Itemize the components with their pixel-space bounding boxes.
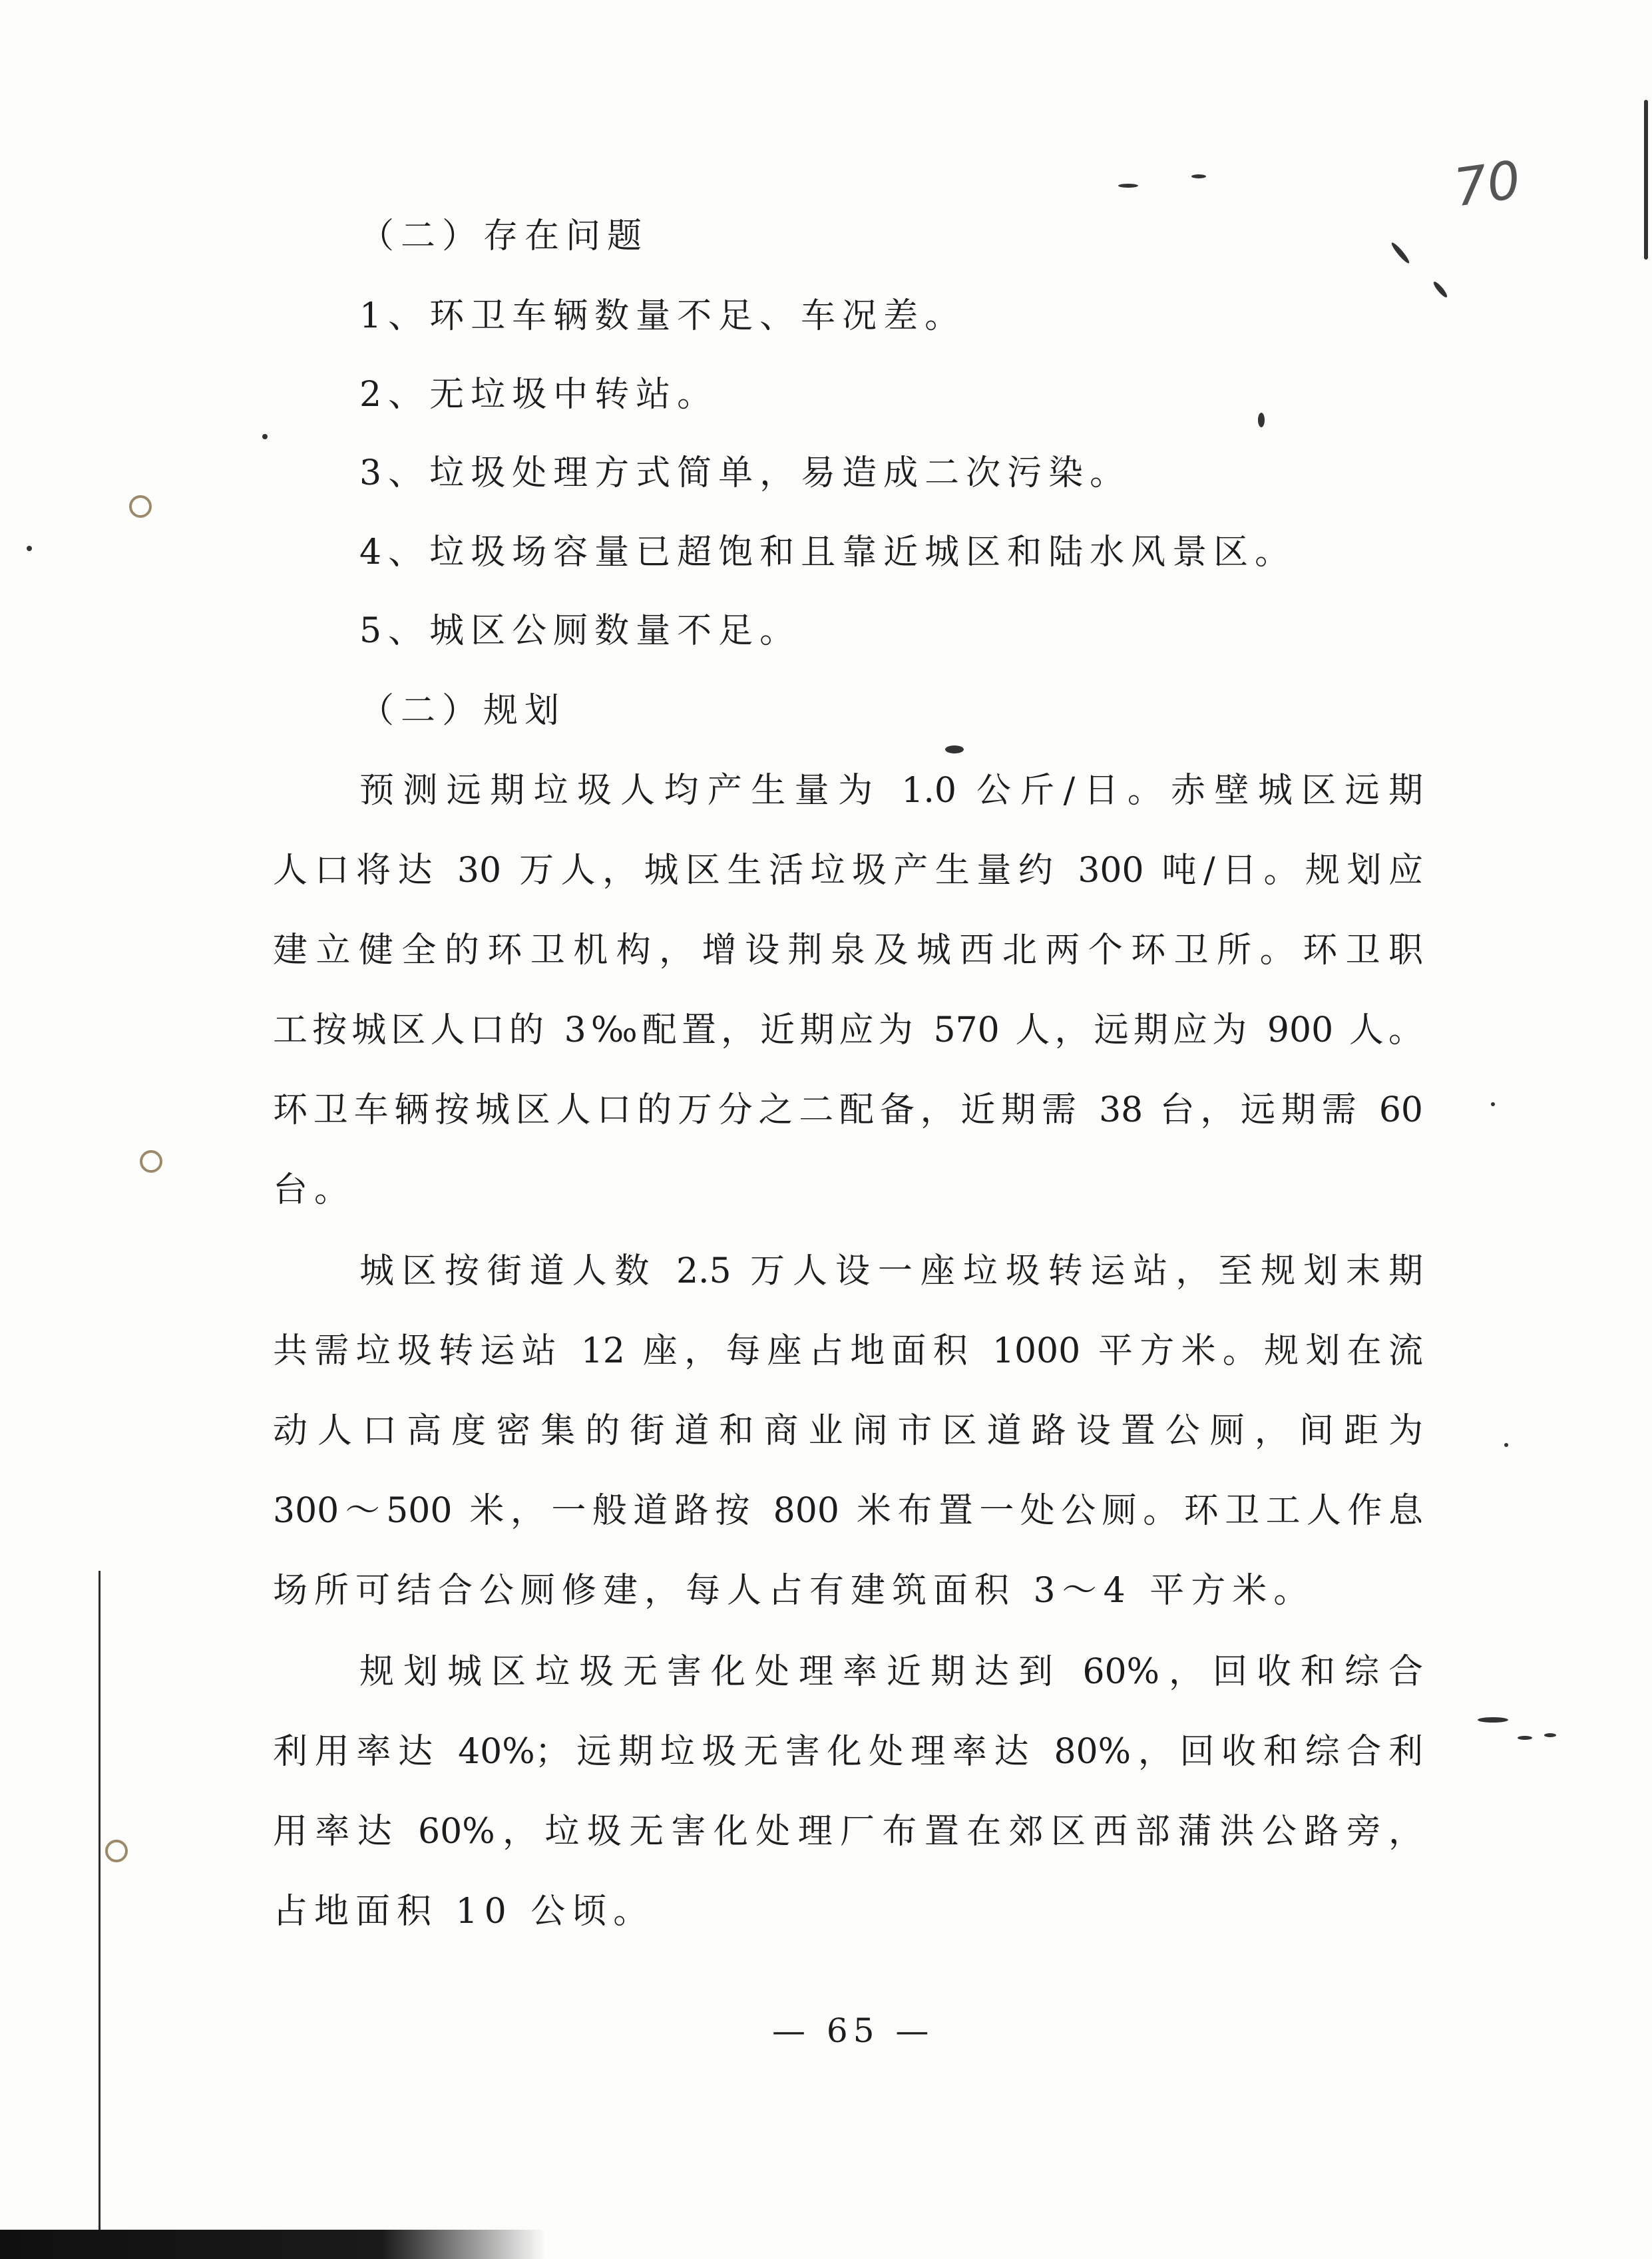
paragraph-2-line-1: 城区按街道人数 2.5 万人设一座垃圾转运站，至规划末期	[359, 1251, 1423, 1291]
problem-item-5: 5、城区公厕数量不足。	[359, 611, 801, 651]
paragraph-3-line-4: 占地面积 10 公顷。	[273, 1892, 655, 1932]
scan-speck	[1491, 1102, 1495, 1106]
page-number: — 65 —	[772, 2011, 934, 2050]
scan-speck	[1191, 174, 1206, 178]
binding-margin-line	[99, 1571, 101, 2259]
paragraph-2-line-3: 动人口高度密集的街道和商业闹市区道路设置公厕，间距为	[273, 1411, 1423, 1451]
scan-speck	[1644, 100, 1648, 260]
scan-speck	[1118, 184, 1138, 188]
paragraph-1-line-6: 台。	[273, 1170, 356, 1210]
scan-speck	[1478, 1717, 1508, 1723]
scan-speck	[27, 546, 32, 551]
punch-hole	[140, 1150, 162, 1173]
paragraph-2-line-5: 场所可结合公厕修建，每人占有建筑面积 3～4 平方米。	[273, 1571, 1315, 1611]
paragraph-3-line-2: 利用率达 40%；远期垃圾无害化处理率达 80%，回收和综合利	[273, 1732, 1423, 1772]
punch-hole	[105, 1840, 128, 1862]
paragraph-2-line-4: 300～500 米，一般道路按 800 米布置一处公厕。环卫工人作息	[273, 1491, 1423, 1531]
problem-item-4: 4、垃圾场容量已超饱和且靠近城区和陆水风景区。	[359, 532, 1297, 572]
scan-speck	[1518, 1736, 1532, 1740]
scan-speck	[1258, 413, 1265, 427]
scan-speck	[1432, 280, 1448, 299]
paragraph-1-line-4: 工按城区人口的 3‰配置，近期应为 570 人，远期应为 900 人。	[273, 1010, 1423, 1050]
scan-speck	[1390, 241, 1411, 265]
problem-item-3: 3、垃圾处理方式简单，易造成二次污染。	[359, 453, 1132, 493]
paragraph-1-line-3: 建立健全的环卫机构，增设荆泉及城西北两个环卫所。环卫职	[273, 930, 1423, 970]
scan-speck	[945, 745, 964, 753]
scan-edge-shadow	[0, 2230, 546, 2259]
scan-speck	[262, 434, 268, 439]
paragraph-1-line-5: 环卫车辆按城区人口的万分之二配备，近期需 38 台，远期需 60	[273, 1090, 1423, 1130]
section-heading-problems: （二）存在问题	[359, 216, 649, 256]
paragraph-3-line-3: 用率达 60%，垃圾无害化处理厂布置在郊区西部蒲洪公路旁，	[273, 1812, 1423, 1852]
problem-item-2: 2、无垃圾中转站。	[359, 375, 719, 415]
paragraph-1-line-2: 人口将达 30 万人，城区生活垃圾产生量约 300 吨/日。规划应	[273, 851, 1423, 891]
scan-speck	[1504, 1443, 1508, 1447]
paragraph-1-line-1: 预测远期垃圾人均产生量为 1.0 公斤/日。赤壁城区远期	[359, 771, 1423, 811]
paragraph-3-line-1: 规划城区垃圾无害化处理率近期达到 60%，回收和综合	[359, 1652, 1423, 1692]
section-heading-planning: （二）规划	[359, 691, 566, 731]
problem-item-1: 1、环卫车辆数量不足、车况差。	[359, 296, 966, 336]
handwritten-page-number: 70	[1450, 150, 1525, 219]
paragraph-2-line-2: 共需垃圾转运站 12 座，每座占地面积 1000 平方米。规划在流	[273, 1331, 1423, 1371]
scan-speck	[1544, 1733, 1556, 1737]
punch-hole	[129, 495, 152, 518]
